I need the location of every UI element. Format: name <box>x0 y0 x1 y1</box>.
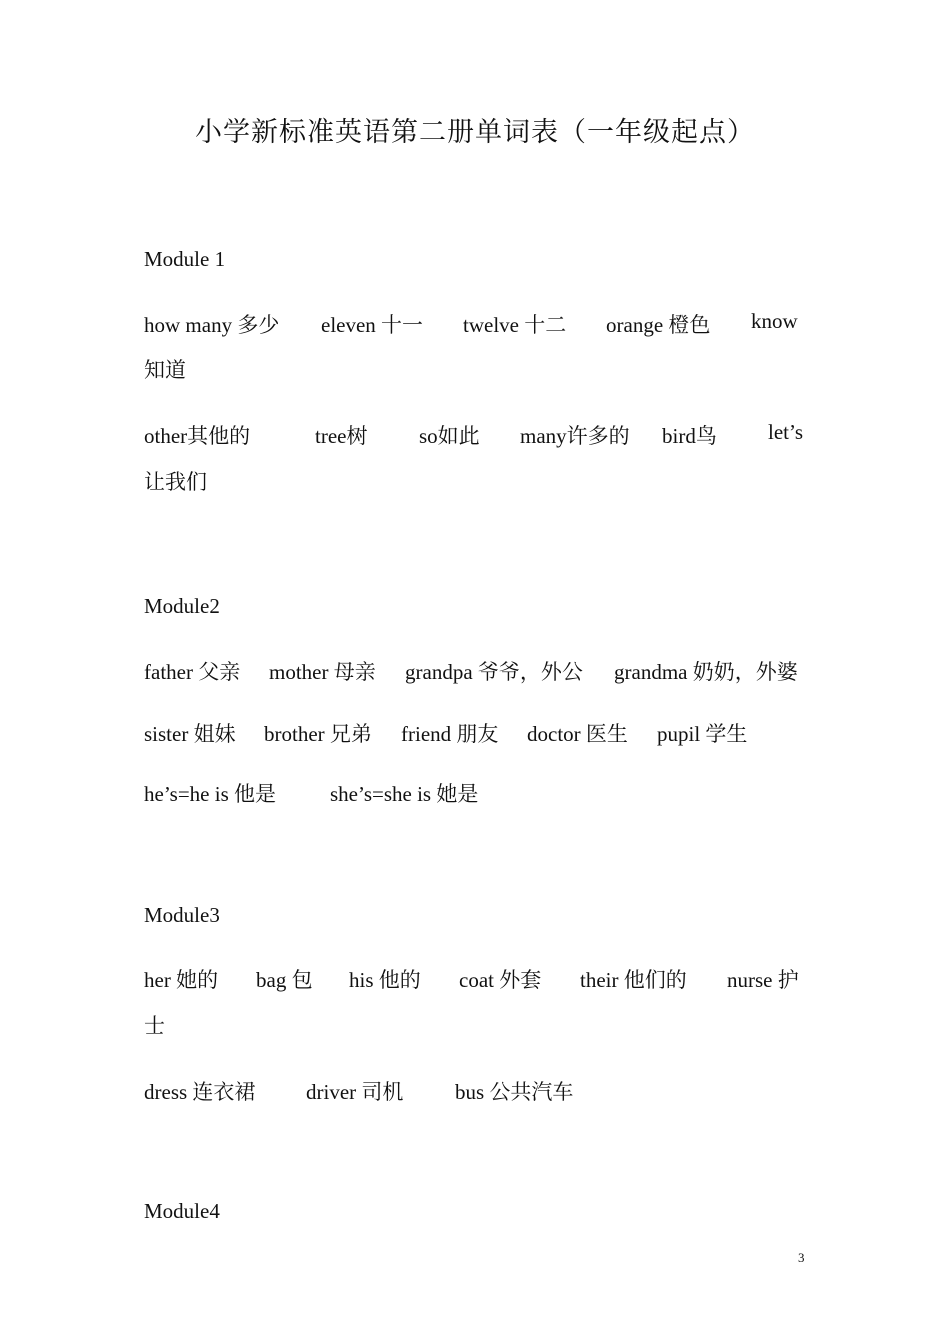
vocab-item: nurse 护 <box>727 968 799 992</box>
vocab-item: bus 公共汽车 <box>455 1080 574 1104</box>
vocab-item: bird鸟 <box>662 424 717 448</box>
module-1-line-1-wrap: 知道 <box>144 358 186 382</box>
module-1-line-2-wrap: 让我们 <box>144 470 207 494</box>
vocab-item: coat 外套 <box>459 968 542 992</box>
vocab-item: many许多的 <box>520 424 630 448</box>
vocab-item: let’s <box>768 420 803 444</box>
vocab-item: doctor 医生 <box>527 722 628 746</box>
vocab-item: know <box>751 309 798 333</box>
vocab-item: bag 包 <box>256 968 313 992</box>
vocab-item: their 他们的 <box>580 968 687 992</box>
page-title: 小学新标准英语第二册单词表（一年级起点） <box>195 117 755 147</box>
vocab-item: grandma 奶奶，外婆 <box>614 660 798 684</box>
module-1-heading: Module 1 <box>144 247 226 271</box>
module-4-heading: Module4 <box>144 1199 220 1223</box>
vocab-item: sister 姐妹 <box>144 722 236 746</box>
vocab-item: she’s=she is 她是 <box>330 782 479 806</box>
module-3-line-1-wrap: 士 <box>144 1014 165 1038</box>
vocab-item: father 父亲 <box>144 660 241 684</box>
vocab-item: he’s=he is 他是 <box>144 782 276 806</box>
vocab-item: brother 兄弟 <box>264 722 372 746</box>
vocab-item: orange 橙色 <box>606 313 711 337</box>
vocab-item: his 他的 <box>349 968 421 992</box>
vocab-item: friend 朋友 <box>401 722 499 746</box>
module-3-heading: Module3 <box>144 903 220 927</box>
vocab-item: her 她的 <box>144 968 219 992</box>
vocab-item: how many 多少 <box>144 313 280 337</box>
page-number: 3 <box>798 1250 805 1265</box>
vocab-item: driver 司机 <box>306 1080 404 1104</box>
vocab-item: twelve 十二 <box>463 313 567 337</box>
vocab-item: mother 母亲 <box>269 660 376 684</box>
vocab-item: grandpa 爷爷，外公 <box>405 660 583 684</box>
module-2-heading: Module2 <box>144 594 220 618</box>
vocab-item: dress 连衣裙 <box>144 1080 256 1104</box>
vocab-item: eleven 十一 <box>321 313 424 337</box>
vocab-item: other其他的 <box>144 424 251 448</box>
vocab-item: pupil 学生 <box>657 722 748 746</box>
vocab-item: so如此 <box>419 424 480 448</box>
vocab-item: tree树 <box>315 424 368 448</box>
